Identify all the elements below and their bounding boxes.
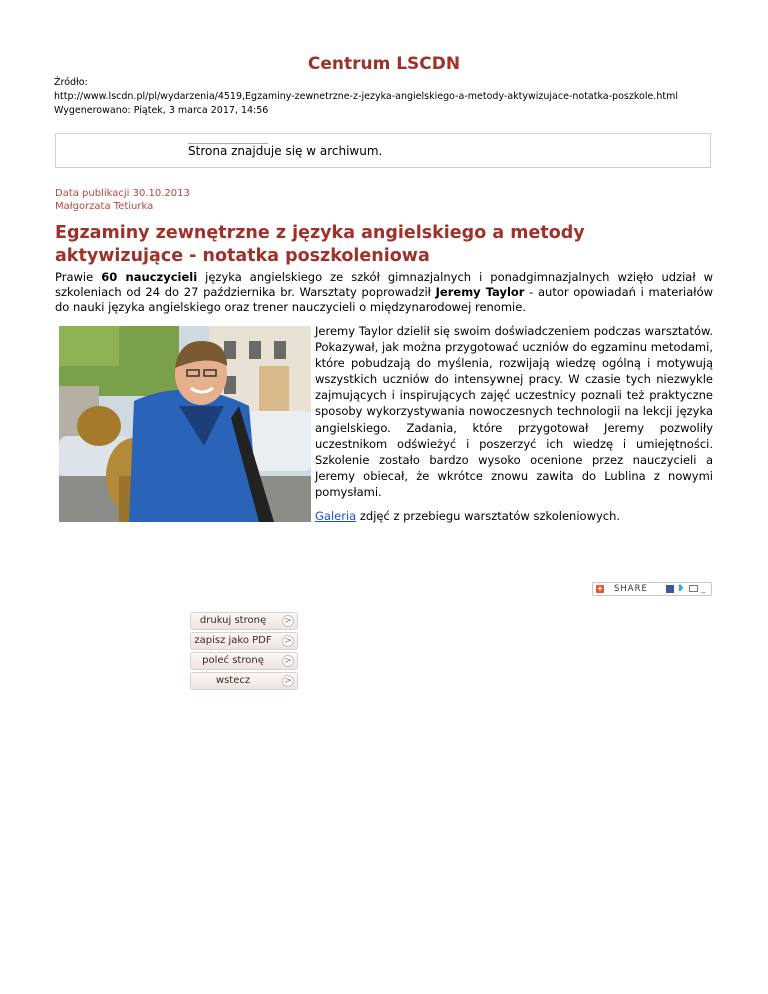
site-title: Centrum LSCDN: [307, 54, 461, 74]
archive-notice: [55, 133, 711, 168]
generated-timestamp: Wygenerowano: Piątek, 3 marca 2017, 14:56: [54, 105, 269, 116]
back-label: wstecz: [215, 675, 251, 686]
photo-illustration: [59, 326, 311, 522]
publication-date: Data publikacji 30.10.2013: [55, 188, 190, 199]
share-button[interactable]: [592, 582, 712, 596]
save-pdf-button[interactable]: [190, 632, 298, 650]
more-icon: _: [701, 584, 706, 594]
gallery-link[interactable]: Galeria: [315, 509, 357, 523]
author-name: Małgorzata Tetiurka: [55, 201, 154, 212]
back-button[interactable]: [190, 672, 298, 690]
article-body: Jeremy Taylor dzielił się swoim doświadczeniem podczas warsztatów. Pokazywał, jak można przygotować uczniów do egzaminu metodami, które pobudzają do myślenia, rozwijają wiedzę ogólną i motywują wszystkich uczniów do intensywnej pracy. W czasie tych niezwykle zajmujących i inspirujących zajęć uczestnicy poznali też praktyczne sposoby wykorzystywania nowoczesnych technologii na lekcji języka angielskiego. Zadania, które przygotował Jeremy pozwoliły uczestnikom odświeżyć i poszerzyć ich wiedzę i umiejętności. Szkolenie zostało bardzo wysoko ocenione przez nauczycieli a Jeremy obiecał, że wkrótce znowu zawita do Lublina z nowymi pomysłami.: [315, 324, 713, 499]
page-actions: [190, 612, 298, 692]
chevron-right-icon: >: [282, 655, 294, 667]
addthis-plus-icon: +: [596, 584, 604, 593]
source-url: http://www.lscdn.pl/pl/wydarzenia/4519,Egzaminy-zewnetrzne-z-jezyka-angielskiego-a-metody-aktywizujace-notatka-poszkole.html: [54, 91, 678, 102]
source-label: Źródło:: [54, 77, 88, 88]
lead-bold-trainer: Jeremy Taylor: [435, 285, 525, 299]
article-title: Egzaminy zewnętrzne z języka angielskiego a metody aktywizujące - notatka poszkoleniowa: [55, 223, 585, 266]
source-meta: [54, 76, 734, 118]
facebook-icon: [666, 585, 674, 593]
chevron-right-icon: >: [282, 615, 294, 627]
publication-info: [55, 187, 190, 213]
article-photo: [59, 326, 311, 522]
gallery-text: zdjęć z przebiegu warsztatów szkoleniowych.: [356, 509, 621, 523]
archive-text: Strona znajduje się w archiwum.: [188, 144, 383, 158]
gallery-paragraph: [315, 509, 620, 523]
print-page-button[interactable]: [190, 612, 298, 630]
print-page-label: drukuj stronę: [199, 615, 267, 626]
lead-text-1: Prawie: [55, 270, 102, 284]
chevron-right-icon: >: [282, 635, 294, 647]
twitter-icon: ❥: [677, 584, 685, 594]
share-label: SHARE: [614, 584, 648, 594]
lead-text-3: - autor opowiadań i materiałów do nauki języka angielskiego oraz trener nauczycieli o międzynarodowej renomie.: [55, 285, 714, 314]
save-pdf-label: zapisz jako PDF: [194, 635, 272, 646]
lead-bold-count: 60 nauczycieli: [101, 270, 198, 284]
recommend-page-button[interactable]: [190, 652, 298, 670]
chevron-right-icon: >: [282, 675, 294, 687]
article-lead: [55, 270, 713, 315]
lead-text-2: języka angielskiego ze szkół gimnazjalnych i ponadgimnazjalnych wzięło udział w szkoleniach od 24 do 27 października br. Warsztaty poprowadził: [55, 270, 714, 299]
email-icon: [689, 585, 698, 592]
recommend-page-label: poleć stronę: [202, 655, 264, 666]
